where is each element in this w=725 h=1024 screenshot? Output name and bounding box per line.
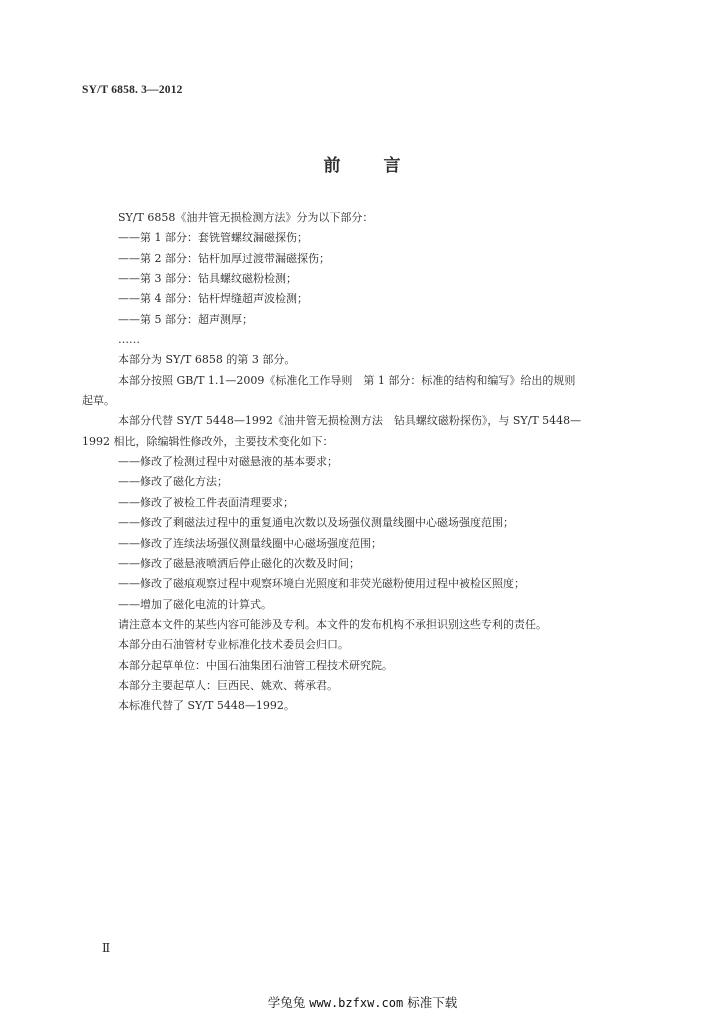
list-item: ——增加了磁化电流的计算式。 xyxy=(118,597,272,611)
watermark-footer xyxy=(0,993,725,1011)
list-item: ——第 5 部分：超声测厚； xyxy=(118,312,253,326)
list-item: ——修改了连续法场强仪测量线圈中心磁场强度范围； xyxy=(118,536,382,550)
list-item: ——第 3 部分：钻具螺纹磁粉检测； xyxy=(118,272,297,286)
list-item: ——修改了被检工件表面清理要求； xyxy=(118,495,294,509)
list-item: ——修改了剩磁法过程中的重复通电次数以及场强仪测量线圈中心磁场强度范围； xyxy=(118,516,514,530)
footer-url: www.bzfxw.com xyxy=(309,996,404,1010)
list-item: ——修改了磁化方法； xyxy=(118,475,228,489)
ellipsis-line: …… xyxy=(118,333,140,347)
page-title xyxy=(0,151,725,176)
paragraph-line: 本标准代替了 SY/T 5448—1992。 xyxy=(118,699,295,713)
paragraph-line: SY/T 6858《油井管无损检测方法》分为以下部分： xyxy=(118,211,374,224)
foreword-body xyxy=(82,208,672,717)
paragraph-line: 本部分按照 GB/T 1.1—2009《标准化工作导则 第 1 部分：标准的结构和编写》给出的规则 xyxy=(118,373,576,387)
paragraph-line: 1992 相比，除编辑性修改外，主要技术变化如下： xyxy=(82,434,334,448)
paragraph-line: 本部分为 SY/T 6858 的第 3 部分。 xyxy=(118,353,296,367)
paragraph-line: 本部分主要起草人：巨西民、姚欢、蒋承君。 xyxy=(118,678,338,692)
paragraph-line: 请注意本文件的某些内容可能涉及专利。本文件的发布机构不承担识别这些专利的责任。 xyxy=(118,617,547,631)
page-number: Ⅱ xyxy=(102,941,111,955)
list-item: ——修改了检测过程中对磁悬液的基本要求； xyxy=(118,455,338,469)
list-item: ——第 4 部分：钻杆焊缝超声波检测； xyxy=(118,292,308,306)
paragraph-line: 本部分代替 SY/T 5448—1992《油井管无损检测方法 钻具螺纹磁粉探伤》，与 SY/T 5448— xyxy=(118,414,582,428)
paragraph-line: 起草。 xyxy=(82,394,115,408)
list-item: ——修改了磁悬液喷洒后停止磁化的次数及时间； xyxy=(118,556,360,570)
standard-code: SY/T 6858. 3—2012 xyxy=(82,84,183,96)
list-item: ——第 1 部分：套铣管螺纹漏磁探伤； xyxy=(118,231,308,245)
title-char-1: 前 xyxy=(323,156,342,176)
title-char-2: 言 xyxy=(383,156,402,176)
paragraph-line: 本部分由石油管材专业标准化技术委员会归口。 xyxy=(118,638,349,652)
footer-site-name: 学兔兔 xyxy=(267,995,306,1010)
list-item: ——修改了磁痕观察过程中观察环境白光照度和非荧光磁粉使用过程中被检区照度； xyxy=(118,577,525,591)
list-item: ——第 2 部分：钻杆加厚过渡带漏磁探伤； xyxy=(118,251,330,265)
footer-label: 标准下载 xyxy=(407,995,458,1010)
paragraph-line: 本部分起草单位：中国石油集团石油管工程技术研究院。 xyxy=(118,658,393,672)
